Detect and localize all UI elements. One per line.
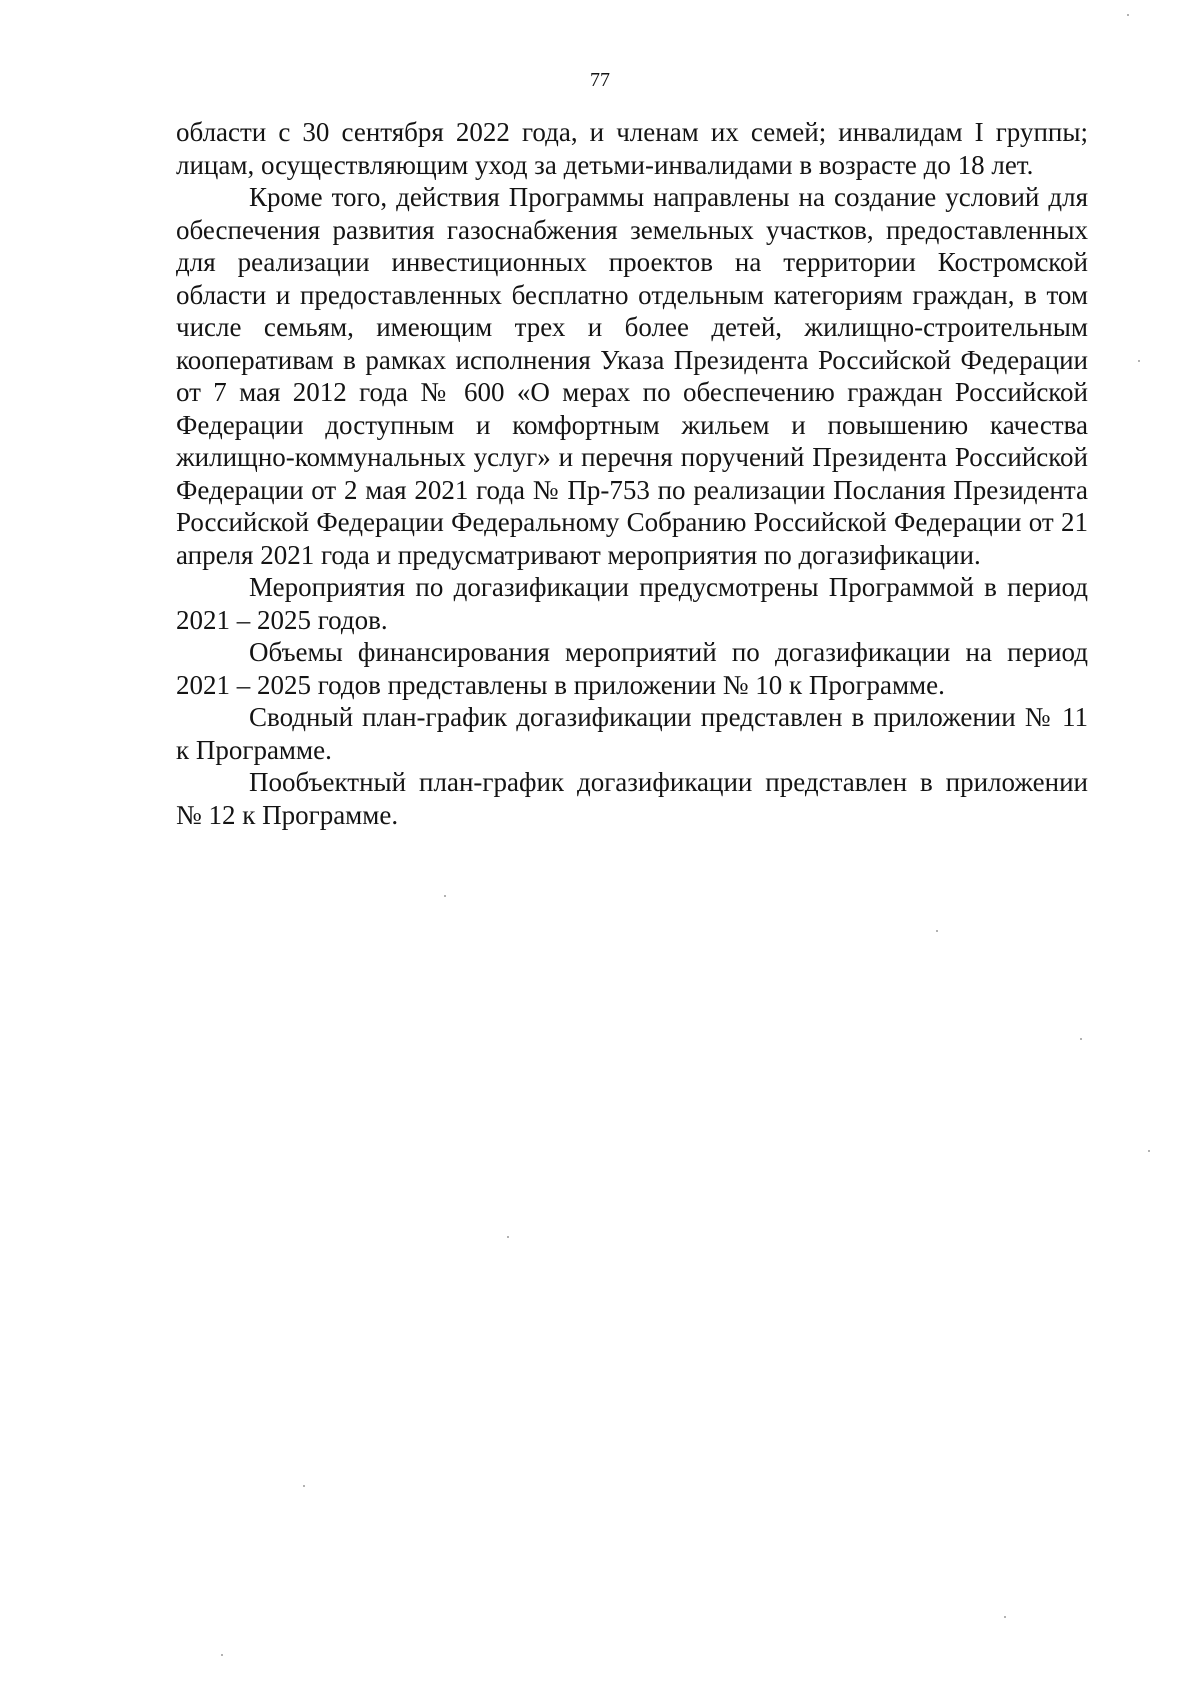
- paragraph-object-schedule: Пообъектный план-график догазификации представлен в приложении № 12 к Программе.: [176, 767, 1088, 830]
- scan-speck: [303, 1485, 305, 1487]
- paragraph-program-actions: Кроме того, действия Программы направлены на создание условий для обеспечения развития газоснабжения земельных участков, предоставленных для реализации инвестиционных проектов на территории Костромской области и предоставленных бесплатно отдельным категориям граждан, в том числе семьям, имеющим трех и более детей, жилищно-строительным кооперативам в рамках исполнения Указа Президента Российской Федерации от 7 мая 2012 года № 600 «О мерах по обеспечению граждан Российской Федерации доступным и комфортным жильем и повышению качества жилищно-коммунальных услуг» и перечня поручений Президента Российской Федерации от 2 мая 2021 года № Пр-753 по реализации Послания Президента Российской Федерации Федеральному Собранию Российской Федерации от 21 апреля 2021 года и предусматривают мероприятия по догазификации.: [176, 182, 1088, 570]
- scan-speck: [1127, 14, 1129, 16]
- document-body: [176, 116, 1088, 831]
- scan-speck: [507, 1236, 509, 1238]
- paragraph-financing: Объемы финансирования мероприятий по догазификации на период 2021 – 2025 годов представлены в приложении № 10 к Программе.: [176, 637, 1088, 700]
- paragraph-summary-schedule: Сводный план-график догазификации представлен в приложении № 11 к Программе.: [176, 702, 1088, 765]
- scan-speck: [1148, 1150, 1150, 1152]
- scan-speck: [444, 895, 446, 897]
- scan-speck: [1138, 360, 1140, 362]
- paragraph-continuation: области с 30 сентября 2022 года, и членам их семей; инвалидам I группы; лицам, осуществляющим уход за детьми-инвалидами в возрасте до 18 лет.: [176, 117, 1088, 180]
- scan-speck: [221, 1654, 223, 1656]
- paragraph-measures-period: Мероприятия по догазификации предусмотрены Программой в период 2021 – 2025 годов.: [176, 572, 1088, 635]
- scan-speck: [1004, 1616, 1006, 1618]
- page-number: 77: [590, 69, 610, 91]
- scan-speck: [1080, 1038, 1082, 1040]
- scan-speck: [936, 930, 938, 932]
